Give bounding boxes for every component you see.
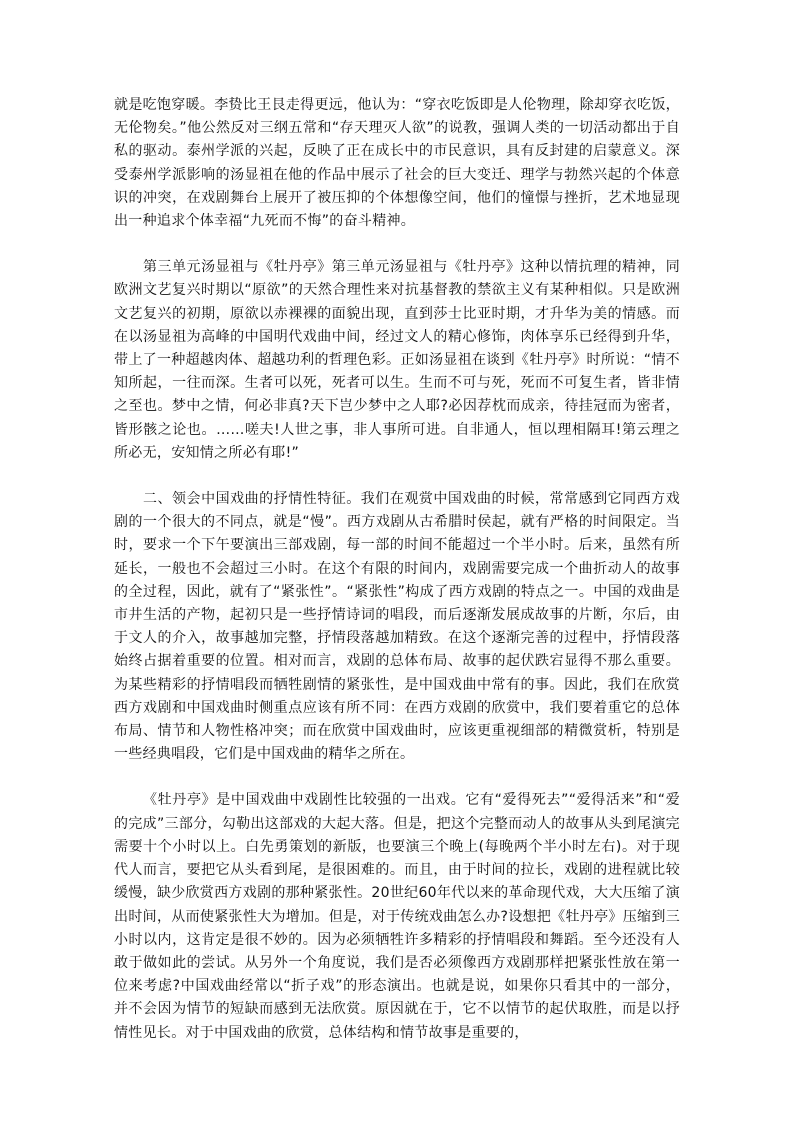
paragraph-lyrical-features: 二、领会中国戏曲的抒情性特征。我们在观赏中国戏曲的时候，常常感到它同西方戏剧的一个很大的不同点，就是“慢”。西方戏剧从古希腊时侯起，就有严格的时间限定。当时，要求一个下午要演出三部戏剧，每一部的时间不能超过一个半小时。后来，虽然有所延长，一般也不会超过三小时。在这个有限的时间内，戏剧需要完成一个曲折动人的故事的全过程，因此，就有了“紧张性”。“紧张性”构成了西方戏剧的特点之一。中国的戏曲是市井生活的产物，起初只是一些抒情诗词的唱段，而后逐渐发展成故事的片断，尔后，由于文人的介入，故事越加完整，抒情段落越加精致。在这个逐渐完善的过程中，抒情段落始终占据着重要的位置。相对而言，戏剧的总体布局、故事的起伏跌宕显得不那么重要。为某些精彩的抒情唱段而牺牲剧情的紧张性，是中国戏曲中常有的事。因此，我们在欣赏西方戏剧和中国戏曲时侧重点应该有所不同：在西方戏剧的欣赏中，我们要着重它的总体布局、情节和人物性格冲突；而在欣赏中国戏曲时，应该更重视细部的精微赏析，特别是一些经典唱段，它们是中国戏曲的精华之所在。 [114,491,680,763]
paragraph-unit-three-tang-xianzu: 第三单元汤显祖与《牡丹亭》第三单元汤显祖与《牡丹亭》这种以情抗理的精神，同欧洲文艺复兴时期以“原欲”的天然合理性来对抗基督教的禁欲主义有某种相似。只是欧洲文艺复兴的初期，原欲以赤裸裸的面貌出现，直到莎士比亚时期，才升华为美的情感。而在以汤显祖为高峰的中国明代戏曲中间，经过文人的精心修饰，肉体享乐已经得到升华，带上了一种超越肉体、超越功利的哲理色彩。正如汤显祖在谈到《牡丹亭》时所说：“情不知所起，一往而深。生者可以死，死者可以生。生而不可与死，死而不可复生者，皆非情之至也。梦中之情，何必非真?天下岂少梦中之人耶?必因荐枕而成亲，待挂冠而为密者，皆形骸之论也。……嗟夫!人世之事，非人事所可进。自非通人，恒以理相隔耳!第云理之所必无，安知情之所必有耶!” [114,259,680,461]
paragraph-taizhou-school: 就是吃饱穿暖。李贽比王艮走得更远，他认为：“穿衣吃饭即是人伦物理，除却穿衣吃饭，无伦物矣。”他公然反对三纲五常和“存天理灭人欲”的说教，强调人类的一切活动都出于自私的驱动。泰州学派的兴起，反映了正在成长中的市民意识，具有反封建的启蒙意义。深受泰州学派影响的汤显祖在他的作品中展示了社会的巨大变迁、理学与勃然兴起的个体意识的冲突，在戏剧舞台上展开了被压抑的个体想像空间，他们的憧憬与挫折，艺术地显现出一种追求个体幸福“九死而不悔”的奋斗精神。 [114,97,680,230]
document-body [114,94,680,1045]
paragraph-peony-pavilion-drama: 《牡丹亭》是中国戏曲中戏剧性比较强的一出戏。它有“爱得死去”“爱得活来”和“爱的完成”三部分，勾勒出这部戏的大起大落。但是，把这个完整而动人的故事从头到尾演完需要十个小时以上。白先勇策划的新版，也要演三个晚上(每晚两个半小时左右)。对于现代人而言，要把它从头看到尾，是很困难的。而且，由于时间的拉长，戏剧的进程就比较缓慢，缺少欣赏西方戏剧的那种紧张性。20世纪60年代以来的革命现代戏，大大压缩了演出时间，从而使紧张性大为增加。但是，对于传统戏曲怎么办?设想把《牡丹亭》压缩到三小时以内，这肯定是很不妙的。因为必须牺牲许多精彩的抒情唱段和舞蹈。至今还没有人敢于做如此的尝试。从另外一个角度说，我们是否必须像西方戏剧那样把紧张性放在第一位来考虑?中国戏曲经常以“折子戏”的形态演出。也就是说，如果你只看其中的一部分，并不会因为情节的短缺而感到无法欣赏。原因就在于，它不以情节的起伏取胜，而是以抒情性见长。对于中国戏曲的欣赏，总体结构和情节故事是重要的， [114,792,680,1041]
